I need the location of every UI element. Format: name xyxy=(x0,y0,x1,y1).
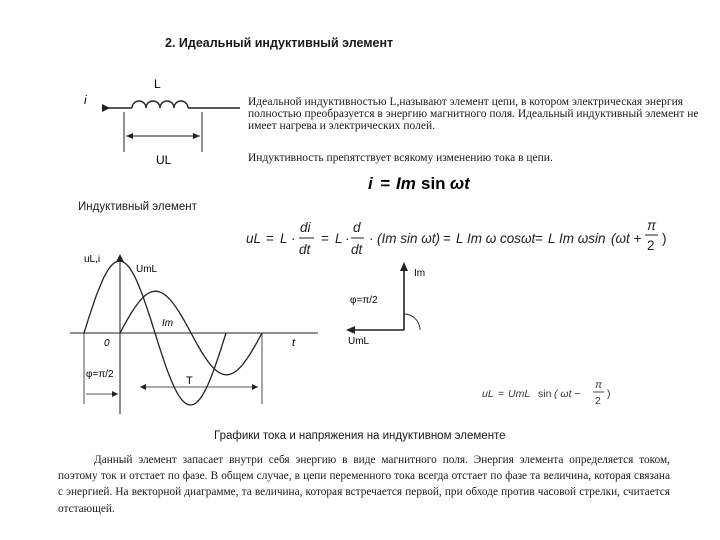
voltage-arrow-left-icon xyxy=(126,133,133,139)
inductive-element-caption: Индуктивный элемент xyxy=(78,201,197,213)
formula-di: di xyxy=(300,220,311,235)
section-heading: 2. Идеальный индуктивный элемент xyxy=(165,36,394,50)
formula-im: Im xyxy=(396,174,416,193)
inductor-coil xyxy=(132,101,188,108)
vector-phi-label: φ=π/2 xyxy=(350,295,378,306)
vector-diagram xyxy=(342,258,442,358)
phase-formula-eq: = xyxy=(498,388,505,400)
graph-period-label: T xyxy=(186,375,193,387)
graph-im-label: Im xyxy=(162,318,174,329)
phase-formula-pi: π xyxy=(595,379,603,391)
circuit-current-label: i xyxy=(84,93,87,107)
formula-eq4: = xyxy=(535,231,543,246)
formula-wt: ωt xyxy=(450,174,470,193)
circuit-voltage-label: UL xyxy=(156,153,172,167)
formula-inner: (Im sin ωt) xyxy=(377,231,441,246)
im-arrow-icon xyxy=(400,262,408,271)
description-paragraph-2: Индуктивность препятствует всякому изменению тока в цепи. xyxy=(248,152,553,164)
graph-origin-label: 0 xyxy=(104,338,110,349)
phase-arrow-icon xyxy=(112,391,118,397)
circuit-inductor-label: L xyxy=(154,77,161,91)
description-paragraph: Идеальной индуктивностью L,называют элемент цепи, в котором электрическая энергия полностью преобразуется в энергию магнитного поля. Идеальный индуктивный элемент не имеет нагрева и электрических полей. xyxy=(248,96,699,132)
phase-formula xyxy=(480,376,620,412)
formula-two: 2 xyxy=(647,238,655,253)
formula-lim-sin: L Im ωsin xyxy=(548,231,606,246)
graphs-caption: Графики тока и напряжения на индуктивном элементе xyxy=(214,430,506,442)
vector-im-label: Im xyxy=(414,268,426,279)
inductor-circuit-diagram xyxy=(80,74,250,170)
formula-dot2: · xyxy=(345,231,350,246)
formula-dot1: · xyxy=(291,231,296,246)
formula-pi: π xyxy=(647,218,657,233)
current-arrow-icon xyxy=(102,104,110,112)
um-arrow-icon xyxy=(346,326,355,334)
formula-d: d xyxy=(353,220,361,235)
formula-l2: L xyxy=(335,231,343,246)
formula-paren: (ωt + xyxy=(611,231,642,246)
formula-dt2: dt xyxy=(351,242,363,257)
period-arrow-right-icon xyxy=(252,384,258,390)
graph-x-label: t xyxy=(292,337,296,349)
phase-formula-close: ) xyxy=(607,388,611,400)
voltage-arrow-right-icon xyxy=(193,133,200,139)
bottom-paragraph: Данный элемент запасает внутри себя энергию в виде магнитного поля. Энергия элемента определяется током, поэтому ток и отстает по фазе. В общем случае, в цепи переменного тока всегда отстает по фазе та величина, которая связана с энергией. На векторной диаграмме, та величина, которая встречается первой, при обходе против часовой стрелки, считается отстающей. xyxy=(58,454,670,515)
current-formula xyxy=(360,170,470,196)
formula-eq1: = xyxy=(266,231,274,246)
formula-i: i xyxy=(368,174,373,193)
formula-eq: = xyxy=(380,174,390,193)
graph-y-label: uL,i xyxy=(84,254,101,265)
formula-ul: uL xyxy=(246,231,262,246)
current-voltage-graph xyxy=(70,244,330,422)
formula-sin: sin xyxy=(421,174,446,193)
phase-formula-paren: ( ωt − xyxy=(554,388,581,400)
formula-l1: L xyxy=(280,231,288,246)
phase-formula-sin: sin xyxy=(538,388,552,400)
vector-um-label: UmL xyxy=(348,336,370,347)
graph-um-label: UmL xyxy=(136,264,158,275)
formula-lim-cos: L Im ω cosωt xyxy=(456,231,536,246)
formula-dt1: dt xyxy=(299,242,311,257)
formula-eq3: = xyxy=(443,231,451,246)
phase-formula-um: UmL xyxy=(508,388,531,400)
phase-arc xyxy=(404,314,420,330)
graph-phase-label: φ=π/2 xyxy=(86,369,114,380)
phase-formula-two: 2 xyxy=(595,395,601,407)
period-arrow-left-icon xyxy=(140,384,146,390)
formula-close: ) xyxy=(662,231,667,246)
phase-formula-ul: uL xyxy=(482,388,494,400)
formula-eq2: = xyxy=(321,231,329,246)
formula-dot3: · xyxy=(369,231,374,246)
